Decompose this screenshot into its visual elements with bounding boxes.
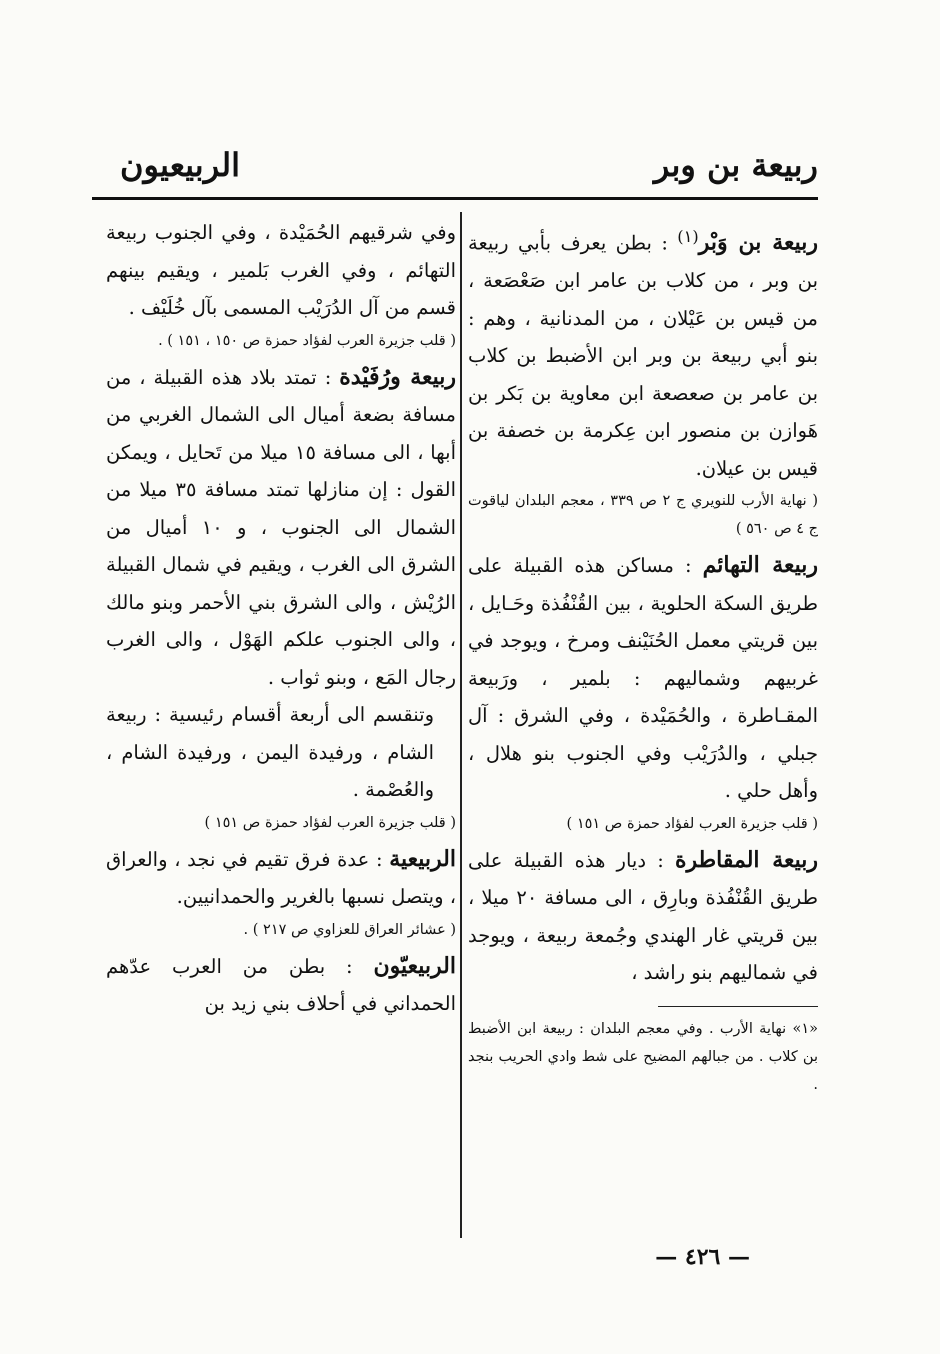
entry-text: : مساكن هذه القبيلة على طريق السكة الحلوية ، بين القُنْفُذة وحَـايل ، بين قريتي معمل الحُنَيْنف ومرخ ، ويوجد في غربيهم وشماليهم : بلمير ، ورَبيعة المقـاطرة ، والحُمَيْدة ، وفي الشرق : آل جبلي ، والدُرَيْب وفي الجنوب بنو هلال ، وأهل حلي .	[468, 554, 818, 802]
column-divider	[460, 212, 462, 1238]
entry-term: ربيعة المقاطرة	[675, 846, 818, 873]
entry-text: : ديار هذه القبيلة على طريق القُنْفُذة وبارِق ، الى مسافة ٢٠ ميلا ، بين قريتي غار الهندي وجُمعة ربيعة ، ويوجد في شماليهم بنو راشد ،	[468, 848, 818, 984]
right-column	[468, 214, 818, 1099]
entry-text: : بطن يعرف بأبي ربيعة بن وبر ، من كلاب بن عامر ابن صَعْصَعة ، من قيس بن عَيْلان ، من المدنانية ، وهم : بنو أبي ربيعة بن وبر ابن الأضبط بن كلاب بن عامر بن صعصعة ابن معاوية بن بَكر بن هَوازن بن منصور ابن عِكرمة بن خصفة بن قيس بن عيلان.	[468, 231, 818, 480]
footnote-mark: (١)	[677, 227, 699, 246]
continued-text: وفي شرقيهم الحُمَيْدة ، وفي الجنوب ربيعة التهائم ، وفي الغرب بَلمير ، ويقيم بينهم قسم من آل الدُرَيْب المسمى بآل خُلَيْف .	[106, 221, 456, 319]
page-number: — ٤٢٦ —	[655, 1244, 750, 1270]
entry-term: ربيعة ورُفَيْدة	[339, 363, 456, 390]
entry-rabia-altahaim	[468, 547, 818, 838]
entry-source: ( قلب جزيرة العرب لفؤاد حمزة ص ١٥١ )	[566, 815, 818, 832]
entry-text: : عدة فرق تقيم في نجد ، والعراق ، ويتصل نسبها بالغرير والحمدانيين.	[106, 847, 456, 908]
running-header-left: الربيعيون	[120, 146, 240, 184]
left-column	[106, 214, 456, 1023]
entry-rabia-wa-rufayda	[106, 359, 456, 837]
entry-term: الربيعية	[389, 845, 456, 872]
entry-source: ( قلب جزيرة العرب لفؤاد حمزة ص ١٥١ )	[204, 814, 456, 831]
running-header-right: ربيعة بن وبر	[653, 146, 818, 184]
entry-source: ( نهاية الأرب للنويري ج ٢ ص ٣٣٩ ، معجم البلدان لياقوت ج ٤ ص ٥٦٠ )	[468, 493, 819, 537]
entry-text: : بطن من العرب عدّهم الحمداني في أحلاف بني زيد بن	[106, 954, 456, 1015]
entry-term: ربيعة التهائم	[702, 552, 819, 578]
header-rule	[92, 197, 818, 200]
entry-rabia-bin-wabr	[468, 218, 818, 543]
entry-alrubaiyun	[106, 948, 456, 1023]
footnote-rule	[658, 1006, 818, 1007]
entry-source: ( عشائر العراق للعزاوي ص ٢١٧ ) .	[243, 921, 456, 938]
entry-text: : تمتد بلاد هذه القبيلة ، من مسافة بضعة أميال الى الشمال الغربي من أبها ، الى مسافة ١٥ ميلا من تَحايل ، ويمكن القول : إن منازلها تمتد مسافة ٣٥ ميلا من الشمال الى الجنوب ، و ١٠ أميال من الشرق الى الغرب ، ويقيم في شمال القبيلة الرُيْش ، والى الشرق بني الأحمر وبنو مالك ، والى الجنوب علكم الهَوْل ، والى الغرب رجال المَع ، وبنو ثواب .	[106, 365, 457, 689]
entry-term: ربيعة بن وَبْر	[698, 229, 818, 256]
entry-source: ( قلب جزيرة العرب لفؤاد حمزة ص ١٥٠ ، ١٥١ ) .	[158, 332, 456, 349]
footnote: «١» نهاية الأرب . وفي معجم البلدان : ربيعة ابن الأضبط بن كلاب . من جبالهم المضيح على شط وادي الحريب بنجد .	[468, 1020, 818, 1093]
entry-alrubaiya	[106, 841, 456, 944]
entry-term: الربيعيّون	[373, 952, 456, 979]
entry-rabia-almaqatira	[468, 842, 818, 992]
entry-text-continued: وتنقسم الى أربعة أقسام رئيسية : ربيعة الشام ، ورفيدة اليمن ، ورفيدة الشام ، والعُصْمة .	[106, 703, 434, 801]
